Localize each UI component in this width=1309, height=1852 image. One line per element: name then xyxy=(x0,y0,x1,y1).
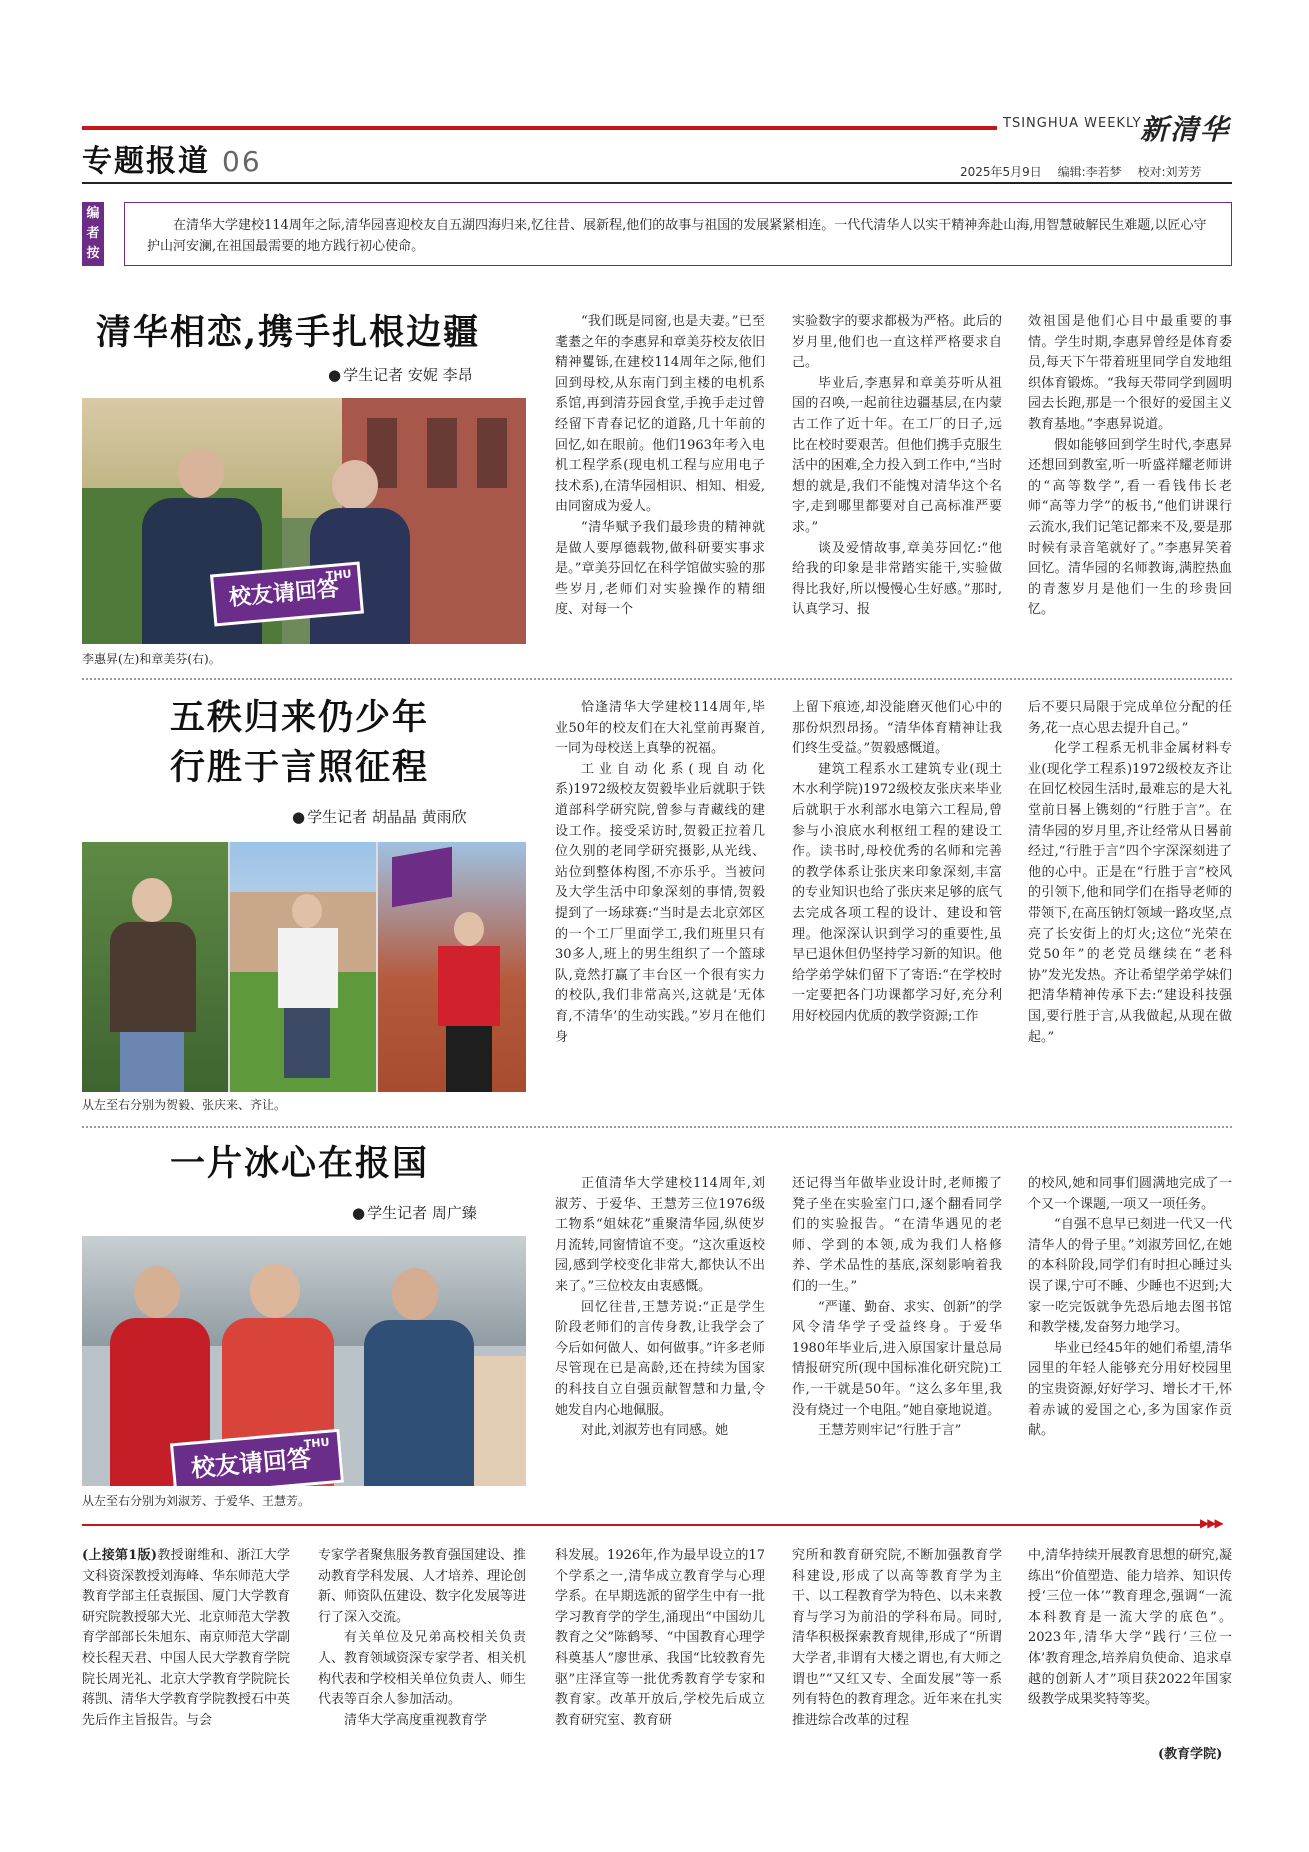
paragraph: 建筑工程系水工建筑专业(现土木水利学院)1972级校友张庆来毕业后就职于水利部水电第六工程局,曾参与小浪底水利枢纽工程的建设工作。读书时,母校优秀的名师和完善的教学体系让张庆来印象深刻,丰富的专业知识也给了张庆来足够的底气去完成各项工程的设计、建设和管理。他深深认识到学习的重要性,虽早已退休但仍坚持学习新的知识。他给学弟学妹们留下了寄语:“在学校时一定要把各门功课都学习好,充分利用好校园内优质的教学资源;工作 xyxy=(792,761,1002,1024)
arrow-decoration-icon: ▶▶▶ xyxy=(1200,1516,1222,1530)
continued-column-4: 究所和教育研究院,不断加强教育学科建设,形成了以高等教育学为主干、以工程教育学为特色、以未来教育与学习为前沿的学科布局。同时,清华积极探索教育规律,形成了“所谓大学者,非谓有大楼之谓也,有大师之谓也”“又红又专、全面发展”等一系列有特色的教育理念。近年来在扎实推进综合改革的过程 xyxy=(792,1548,1002,1728)
alumni-sign-text: 校友请回答 xyxy=(190,1444,313,1483)
section-divider xyxy=(82,1126,1232,1128)
editor-note-tag: 编者按 xyxy=(82,202,104,266)
article2-caption: 从左至右分别为贺毅、张庆来、齐让。 xyxy=(82,1098,287,1112)
continued-signoff: (教育学院) xyxy=(1158,1747,1223,1762)
alumni-sign-small: THU xyxy=(303,1435,331,1451)
section-title xyxy=(82,136,262,180)
continued-lead: (上接第1版) xyxy=(82,1548,158,1563)
paragraph: 工业自动化系(现自动化系)1972级校友贺毅毕业后就职于铁道部科学研究院,曾参与青藏线的建设工作。接受采访时,贺毅正拉着几位久别的老同学研究摄影,从光线、站位到整体构图,不亦乐乎。当被问及大学生活中印象深刻的事情,贺毅提到了一场球赛:“当时是去北京郊区的一个工厂里面学工,我们班里只有30多人,班上的男生组织了一个篮球队,竟然打赢了丰台区一个很有实力的校队,我们非常高兴,这就是‘无体育,不清华’的生动实践。”岁月在他们身 xyxy=(555,761,765,1045)
page-number: 06 xyxy=(222,145,262,178)
paragraph: 实验数字的要求都极为严格。此后的岁月里,他们也一直这样严格要求自己。 xyxy=(792,314,1002,371)
paragraph: 恰逢清华大学建校114周年,毕业50年的校友们在大礼堂前再聚首,一同为母校送上真挚的祝福。 xyxy=(555,700,765,757)
article2-column-1 xyxy=(555,698,765,1098)
article3-byline: ● 学生记者 周广臻 xyxy=(352,1202,477,1223)
masthead-weekly: TSINGHUA WEEKLY xyxy=(1003,116,1142,131)
paragraph: “清华赋予我们最珍贵的精神就是做人要厚德载物,做科研要实事求是。”章美芬回忆在科学馆做实验的那些岁月,老师们对实验操作的精细度、对每一个 xyxy=(555,519,765,618)
paragraph: 王慧芳则牢记“行胜于言” xyxy=(818,1423,962,1439)
masthead-logo: 新清华 xyxy=(1140,113,1231,146)
article3-photo xyxy=(82,1236,526,1486)
article3-column-3 xyxy=(1028,1174,1232,1494)
editor-note-text: 在清华大学建校114周年之际,清华园喜迎校友自五湖四海归来,忆往昔、展新程,他们的故事与祖国的发展紧紧相连。一代代清华人以实干精神奔赴山海,用智慧破解民生难题,以匠心守护山河安澜,在祖国最需要的地方践行初心使命。 xyxy=(124,202,1232,266)
issue-date: 2025年5月9日 xyxy=(960,165,1042,179)
article3-column-2 xyxy=(792,1174,1002,1494)
article3-caption: 从左至右分别为刘淑芳、于爱华、王慧芳。 xyxy=(82,1494,311,1508)
paragraph: 正值清华大学建校114周年,刘淑芳、于爱华、王慧芳三位1976级工物系“姐妹花”重聚清华园,纵使岁月流转,同窗情谊不变。“这次重返校园,感到学校变化非常大,都快认不出来了。”三位校友由衷感慨。 xyxy=(555,1176,765,1294)
paragraph: 专家学者聚焦服务教育强国建设、推动教育学科发展、人才培养、理论创新、师资队伍建设、数字化发展等进行了深入交流。 xyxy=(318,1548,526,1625)
article2-column-2 xyxy=(792,698,1002,1098)
paragraph: 毕业后,李惠昇和章美芬听从祖国的召唤,一起前往边疆基层,在内蒙古工作了近十年。在工厂的日子,远比在校时要艰苦。但他们携手克服生活中的困难,全力投入到工作中,“当时想的就是,我们不能愧对清华这个名字,走到哪里都要对自己高标准严要求。” xyxy=(792,375,1002,535)
continued-red-rule xyxy=(82,1524,1202,1526)
article1-title: 清华相恋,携手扎根边疆 xyxy=(96,312,481,353)
paragraph: 清华大学高度重视教育学 xyxy=(344,1712,488,1728)
article2-photo xyxy=(82,842,526,1092)
paragraph: 回忆往昔,王慧芳说:“正是学生阶段老师们的言传身教,让我学会了今后如何做人、如何做事。”许多老师尽管现在已是高龄,还在持续为国家的科技自立自强贡献智慧和力量,令她发自内心地佩服。 xyxy=(555,1299,765,1418)
article1-byline: ● 学生记者 安妮 李昂 xyxy=(328,364,473,385)
paragraph: “我们既是同窗,也是夫妻。”已至耄耋之年的李惠昇和章美芬校友依旧精神矍铄,在建校114周年之际,他们回到母校,从东南门到主楼的电机系系馆,再到清芬园食堂,手挽手走过曾经留下青春记忆的道路,几十年前的回忆,如在眼前。他们1963年考入电机工程学系(现电机工程与应用电子技术系),在清华园相识、相知、相爱,由同窗成为爱人。 xyxy=(555,314,765,515)
continued-column-1 xyxy=(82,1546,290,1766)
paragraph: 教授谢维和、浙江大学文科资深教授刘海峰、华东师范大学教育学部主任袁振国、厦门大学教育研究院教授邬大光、北京师范大学教育学部部长朱旭东、南京师范大学副校长程天君、中国人民大学教育学院院长周光礼、北京大学教育学院院长蒋凯、清华大学教育学院教授石中英先后作主旨报告。与会 xyxy=(82,1548,290,1728)
article2-title-line1: 五秩归来仍少年 xyxy=(170,697,430,738)
paragraph: 谈及爱情故事,章美芬回忆:“他给我的印象是非常踏实能干,实验做得比我好,所以慢慢心生好感。”那时,认真学习、报 xyxy=(792,540,1002,618)
article3-title: 一片冰心在报国 xyxy=(170,1143,430,1184)
continued-column-2 xyxy=(318,1546,526,1766)
paragraph: 假如能够回到学生时代,李惠昇还想回到教室,听一听盛祥耀老师讲的“高等数学”,看一看钱伟长老师“高等力学”的板书,“他们讲课行云流水,我们记笔记都来不及,要是那时候有录音笔就好了。”李惠昇笑着回忆。清华园的名师教诲,满腔热血的青葱岁月是他们一生的珍贵回忆。 xyxy=(1028,437,1232,618)
article2-title-line2: 行胜于言照征程 xyxy=(170,747,430,788)
article1-column-2 xyxy=(792,312,1002,650)
paragraph: 毕业已经45年的她们希望,清华园里的年轻人能够充分用好校园里的宝贵资源,好好学习、增长才干,怀着赤诚的爱国之心,多为国家作贡献。 xyxy=(1028,1340,1232,1439)
article1-column-1 xyxy=(555,312,765,650)
paragraph: 效祖国是他们心目中最重要的事情。学生时期,李惠昇曾经是体育委员,每天下午带着班里同学自发地组织体育锻炼。“我每天带同学到圆明园去长跑,那是一个很好的爱国主义教育基地。”李惠昇说道。 xyxy=(1028,314,1232,432)
article1-photo xyxy=(82,398,526,644)
article1-column-3 xyxy=(1028,312,1232,650)
continued-column-5: 中,清华持续开展教育思想的研究,凝练出“价值塑造、能力培养、知识传授‘三位一体’”教育理念,强调“一流本科教育是一流大学的底色”。2023年,清华大学“践行‘三位一体’教育理念,培养肩负使命、追求卓越的创新人才”项目获2022年国家级教学成果奖特等奖。 xyxy=(1028,1548,1232,1708)
section-divider xyxy=(82,678,1232,680)
paragraph: “严谨、勤奋、求实、创新”的学风令清华学子受益终身。于爱华1980年毕业后,进入原国家计量总局情报研究所(现中国标准化研究院)工作,一干就是50年。“这么多年里,我没有烧过一个电阻。”她自豪地说道。 xyxy=(792,1299,1002,1418)
alumni-sign-text: 校友请回答 xyxy=(228,576,340,612)
paragraph: 还记得当年做毕业设计时,老师搬了凳子坐在实验室门口,逐个翻看同学们的实验报告。“在清华遇见的老师、学到的本领,成为我们人格修养、学术品性的基底,深刻影响着我们的一生。” xyxy=(792,1176,1002,1294)
paragraph: 对此,刘淑芳也有同感。她 xyxy=(581,1423,729,1439)
header-red-rule xyxy=(82,126,997,130)
paragraph: 上留下痕迹,却没能磨灭他们心中的那份炽烈昂扬。“清华体育精神让我们终生受益。”贺毅感慨道。 xyxy=(792,700,1002,757)
paragraph: 有关单位及兄弟高校相关负责人、教育领域资深专家学者、相关机构代表和学校相关单位负责人、师生代表等百余人参加活动。 xyxy=(318,1630,526,1708)
article2-column-3 xyxy=(1028,698,1232,1098)
header-rule xyxy=(82,182,1232,184)
alumni-sign-small: THU xyxy=(325,567,353,583)
paragraph: 化学工程系无机非金属材料专业(现化学工程系)1972级校友齐让在回忆校园生活时,最难忘的是大礼堂前日晷上镌刻的“行胜于言”。在清华园的岁月里,齐让经常从日晷前经过,“行胜于言”四个字深深刻进了他的心中。正是在“行胜于言”校风的引领下,他和同学们在指导老师的带领下,在高压钠灯领域一路攻坚,点亮了长安街上的灯火;这位“光荣在党50年”的老党员继续在“老科协”发光发热。齐让希望学弟学妹们把清华精神传承下去:“建设科技强国,要行胜于言,从我做起,从现在做起。” xyxy=(1028,741,1232,1045)
proof-credit: 校对:刘芳芳 xyxy=(1137,165,1202,179)
issue-meta xyxy=(960,163,1214,180)
paragraph: 后不要只局限于完成单位分配的任务,花一点心思去提升自己。” xyxy=(1028,700,1232,736)
section-name: 专题报道 xyxy=(82,144,210,179)
paragraph: “自强不息早已刻进一代又一代清华人的骨子里。”刘淑芳回忆,在她的本科阶段,同学们有时担心睡过头误了课,宁可不睡、少睡也不迟到;大家一吃完饭就争先恐后地去图书馆和教学楼,发奋努力地学习。 xyxy=(1028,1217,1232,1336)
paragraph: 的校风,她和同事们圆满地完成了一个又一个课题,一项又一项任务。 xyxy=(1028,1176,1232,1212)
article3-column-1 xyxy=(555,1174,765,1494)
article1-caption: 李惠昇(左)和章美芬(右)。 xyxy=(82,652,221,666)
continued-column-3: 科发展。1926年,作为最早设立的17个学系之一,清华成立教育学与心理学系。在早期选派的留学生中有一批学习教育学的学生,涌现出“中国幼儿教育之父”陈鹤琴、“中国教育心理学科奠基人”廖世承、我国“比较教育先驱”庄泽宣等一批优秀教育学专家和教育家。改革开放后,学校先后成立教育研究室、教育研 xyxy=(555,1548,765,1728)
editor-credit: 编辑:李若梦 xyxy=(1057,165,1122,179)
article2-byline: ● 学生记者 胡晶晶 黄雨欣 xyxy=(292,806,467,827)
